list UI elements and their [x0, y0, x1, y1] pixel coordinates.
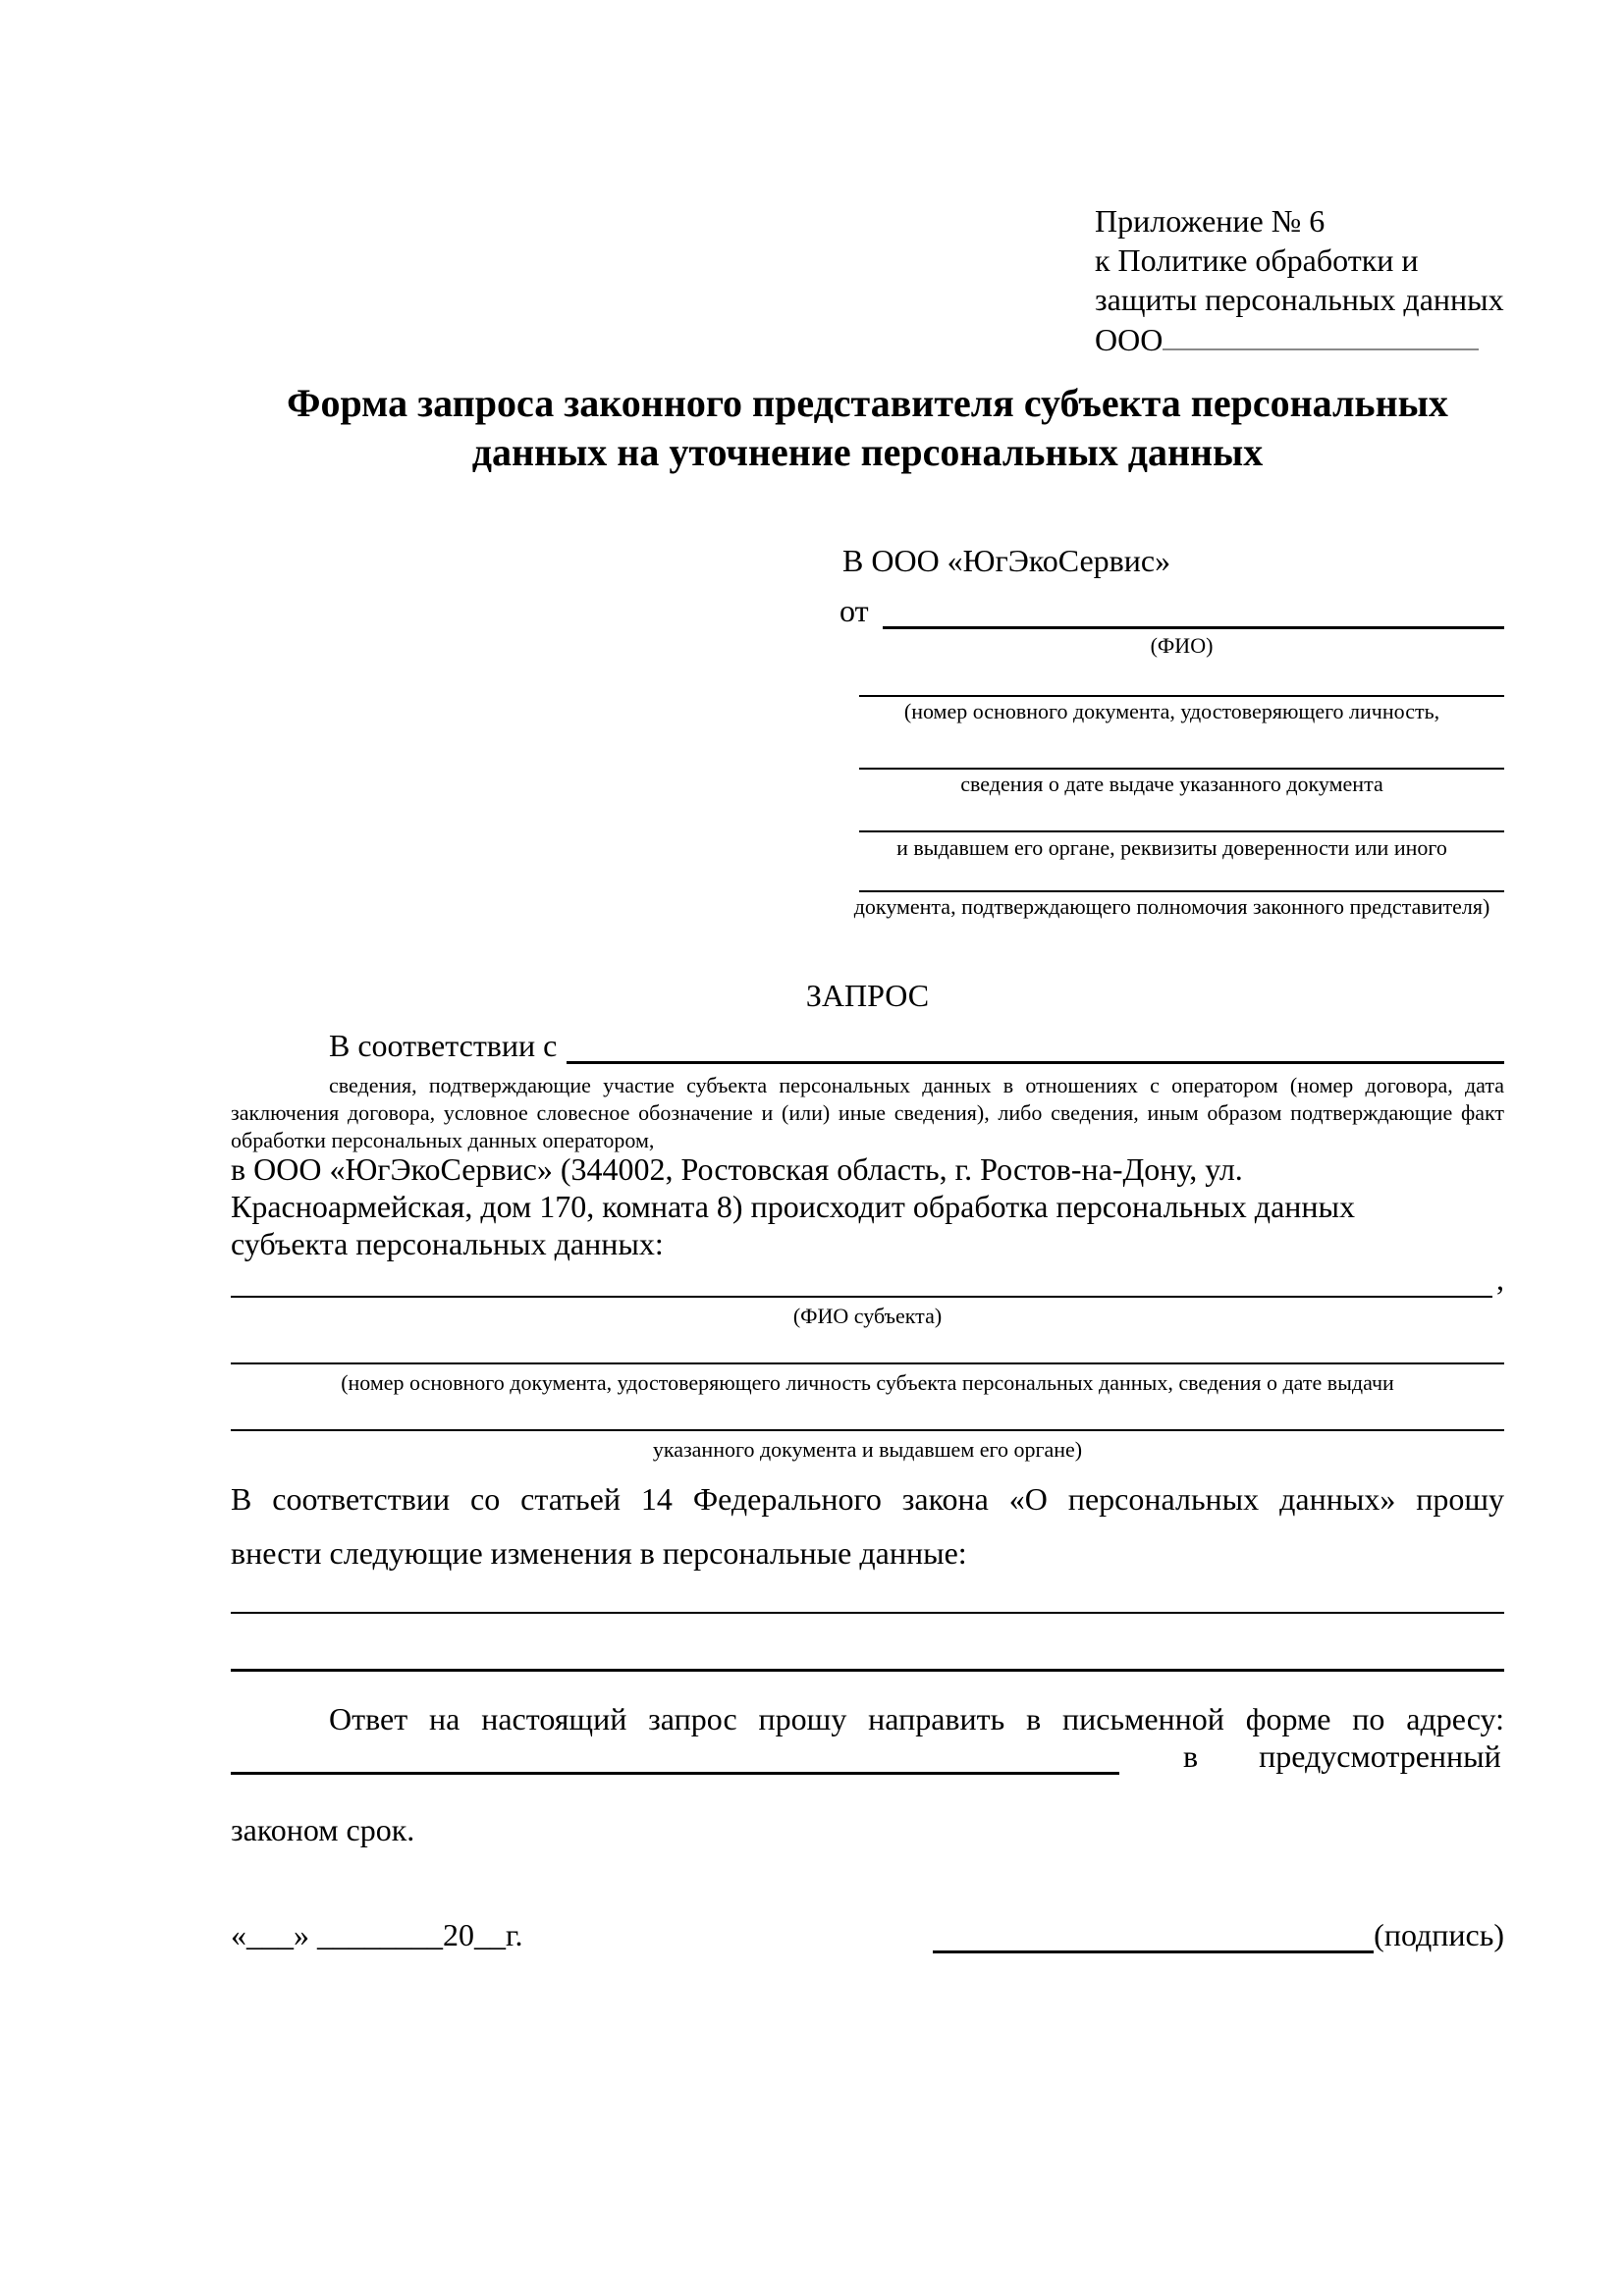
operator-paragraph	[231, 1150, 1504, 1262]
recipient-to-line: В ООО «ЮгЭкоСервис»	[842, 543, 1171, 578]
blank-line-doc-issuer	[859, 830, 1504, 832]
from-label: от	[839, 593, 869, 628]
title-line-2: данных на уточнение персональных данных	[471, 430, 1264, 474]
caption-doc-issuer: и выдавшем его органе, реквизиты доверенности или иного	[896, 835, 1447, 860]
reply-word-2: предусмотренный	[1259, 1738, 1501, 1774]
from-blank-line	[883, 626, 1504, 629]
date-line: «___» ________20__г.	[231, 1917, 523, 1952]
fio-caption: (ФИО)	[1150, 633, 1214, 658]
subject-doc-caption-1: (номер основного документа, удостоверяющего личность субъекта персональных данных, сведения о дате выдачи	[341, 1370, 1394, 1395]
appendix-line-3: защиты персональных данных	[1095, 282, 1504, 317]
intro-blank-line	[567, 1061, 1504, 1064]
appendix-header	[1095, 201, 1517, 359]
reply-line-1: Ответ на настоящий запрос прошу направить в письменной форме по адресу:	[329, 1701, 1504, 1736]
title-line-1: Форма запроса законного представителя субъекта персональных	[287, 381, 1448, 425]
reply-address-blank-line	[231, 1772, 1119, 1775]
intro-label: В соответствии с	[329, 1028, 558, 1063]
changes-blank-line-1	[231, 1612, 1504, 1614]
changes-blank-line-2	[231, 1669, 1504, 1672]
appendix-line-1: Приложение № 6	[1095, 203, 1326, 239]
caption-authority-doc: документа, подтверждающего полномочия законного представителя)	[853, 894, 1490, 919]
intro-row	[231, 1027, 1504, 1064]
caption-doc-date: сведения о дате выдаче указанного документа	[960, 772, 1383, 796]
reply-word-1: в	[1183, 1738, 1199, 1774]
blank-line-authority-doc	[859, 890, 1504, 892]
reply-line-3: законом срок.	[231, 1812, 415, 1847]
law-paragraph	[231, 1472, 1504, 1580]
subject-fio-caption: (ФИО субъекта)	[792, 1304, 943, 1328]
appendix-line-2: к Политике обработки и	[1095, 242, 1419, 278]
operator-line-2: Красноармейская, дом 170, комната 8) происходит обработка персональных данных	[231, 1189, 1356, 1224]
law-line-2: внести следующие изменения в персональные данные:	[231, 1535, 967, 1571]
subject-doc-caption-2: указанного документа и выдавшем его органе)	[652, 1437, 1083, 1462]
document-title	[231, 379, 1504, 477]
ooo-label: ООО	[1095, 322, 1164, 357]
signature-blank-line	[933, 1950, 1374, 1953]
blank-line-doc-date	[859, 768, 1504, 770]
operator-line-1: в ООО «ЮгЭкоСервис» (344002, Ростовская область, г. Ростов-на-Дону, ул.	[231, 1151, 1243, 1187]
law-line-1: В соответствии со статьей 14 Федерального закона «О персональных данных» прошу	[231, 1481, 1504, 1517]
from-row	[839, 592, 1504, 629]
caption-doc-number: (номер основного документа, удостоверяющего личность,	[903, 699, 1440, 723]
subject-fio-row	[231, 1261, 1504, 1298]
subject-doc-blank-line-1	[231, 1362, 1504, 1364]
ooo-blank-line	[1163, 319, 1479, 350]
operator-line-3: субъекта персональных данных:	[231, 1226, 664, 1261]
subject-doc-blank-line-2	[231, 1429, 1504, 1431]
subject-fio-blank-line	[231, 1296, 1492, 1298]
reply-address-row	[231, 1739, 1504, 1775]
appendix-ooo-row	[1095, 319, 1517, 359]
signature-caption: (подпись)	[1374, 1917, 1504, 1952]
signature-row	[933, 1916, 1504, 1953]
fine-print-paragraph: сведения, подтверждающие участие субъекта персональных данных в отношениях с оператором (номер договора, дата заключения договора, условное словесное обозначение и (или) иные сведения), либо сведения, иным образом подтверждающие факт обработки персональных данных оператором,	[231, 1073, 1504, 1152]
subject-fio-comma: ,	[1496, 1261, 1504, 1297]
blank-line-doc-number	[859, 695, 1504, 697]
request-heading: ЗАПРОС	[805, 978, 930, 1013]
